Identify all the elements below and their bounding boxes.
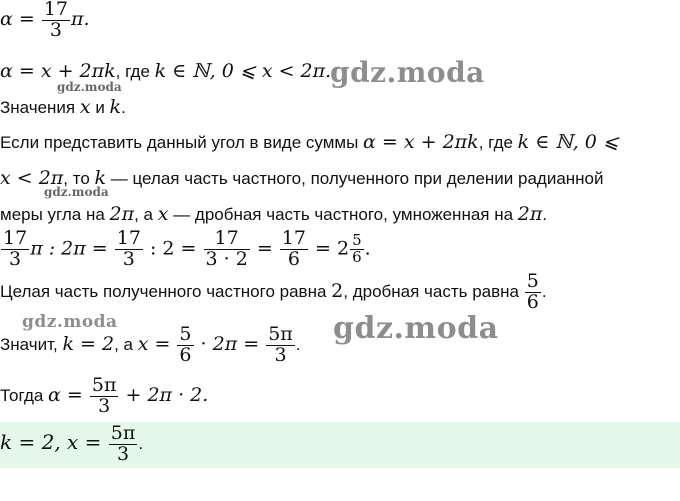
answer-line: k = 2, x = $\frac{5\pi}{3}$ . (0, 422, 144, 465)
formula-alpha: α = x + 2πk (0, 60, 116, 82)
line-therefore: Значит, k = 2, а x = $\frac{5}{6}$ · 2π = $\frac{5\pi}{3}$ . (0, 323, 301, 366)
fraction-17-3: $\frac{17}{3}$ (43, 0, 69, 41)
line-alpha-value: α = $\frac{17}{3}$ π. (0, 0, 90, 41)
line-explanation-3: меры угла на 2π, а x — дробная часть частного, умноженная на 2π. (0, 203, 548, 225)
watermark-large-1: gdz.moda (330, 56, 485, 89)
watermark-small-1: gdz.moda (57, 80, 122, 94)
alpha-symbol: α (0, 7, 13, 30)
line-values-heading: Значения x и k. (0, 96, 126, 118)
line-general-form: α = x + 2πk, где k ∈ ℕ, 0 ⩽ x < 2π. (0, 60, 332, 82)
condition: k ∈ ℕ, 0 ⩽ x < 2π. (154, 60, 332, 82)
line-explanation-2: x < 2π, то k — целая часть частного, полученного при делении радианной (0, 167, 604, 189)
line-then: Тогда α = $\frac{5\pi}{3}$ + 2π · 2. (0, 374, 209, 417)
watermark-large-2: gdz.moda (333, 311, 499, 346)
line-explanation-1: Если представить данный угол в виде суммы α = x + 2πk, где k ∈ ℕ, 0 ⩽ (0, 131, 619, 153)
watermark-medium: gdz.moda (22, 312, 118, 332)
line-division-calculation: $\frac{17}{3}$ π : 2π = $\frac{17}{3}$ : 2 = $\frac{17}{3 \cdot 2}$ = $\frac{17}{6}$ = 2 $\frac{5}{6}$ . (3, 227, 371, 270)
watermark-small-2: gdz.moda (44, 185, 109, 199)
line-parts: Целая часть полученного частного равна 2, дробная часть равна $\frac{5}{6}$ . (0, 270, 547, 313)
